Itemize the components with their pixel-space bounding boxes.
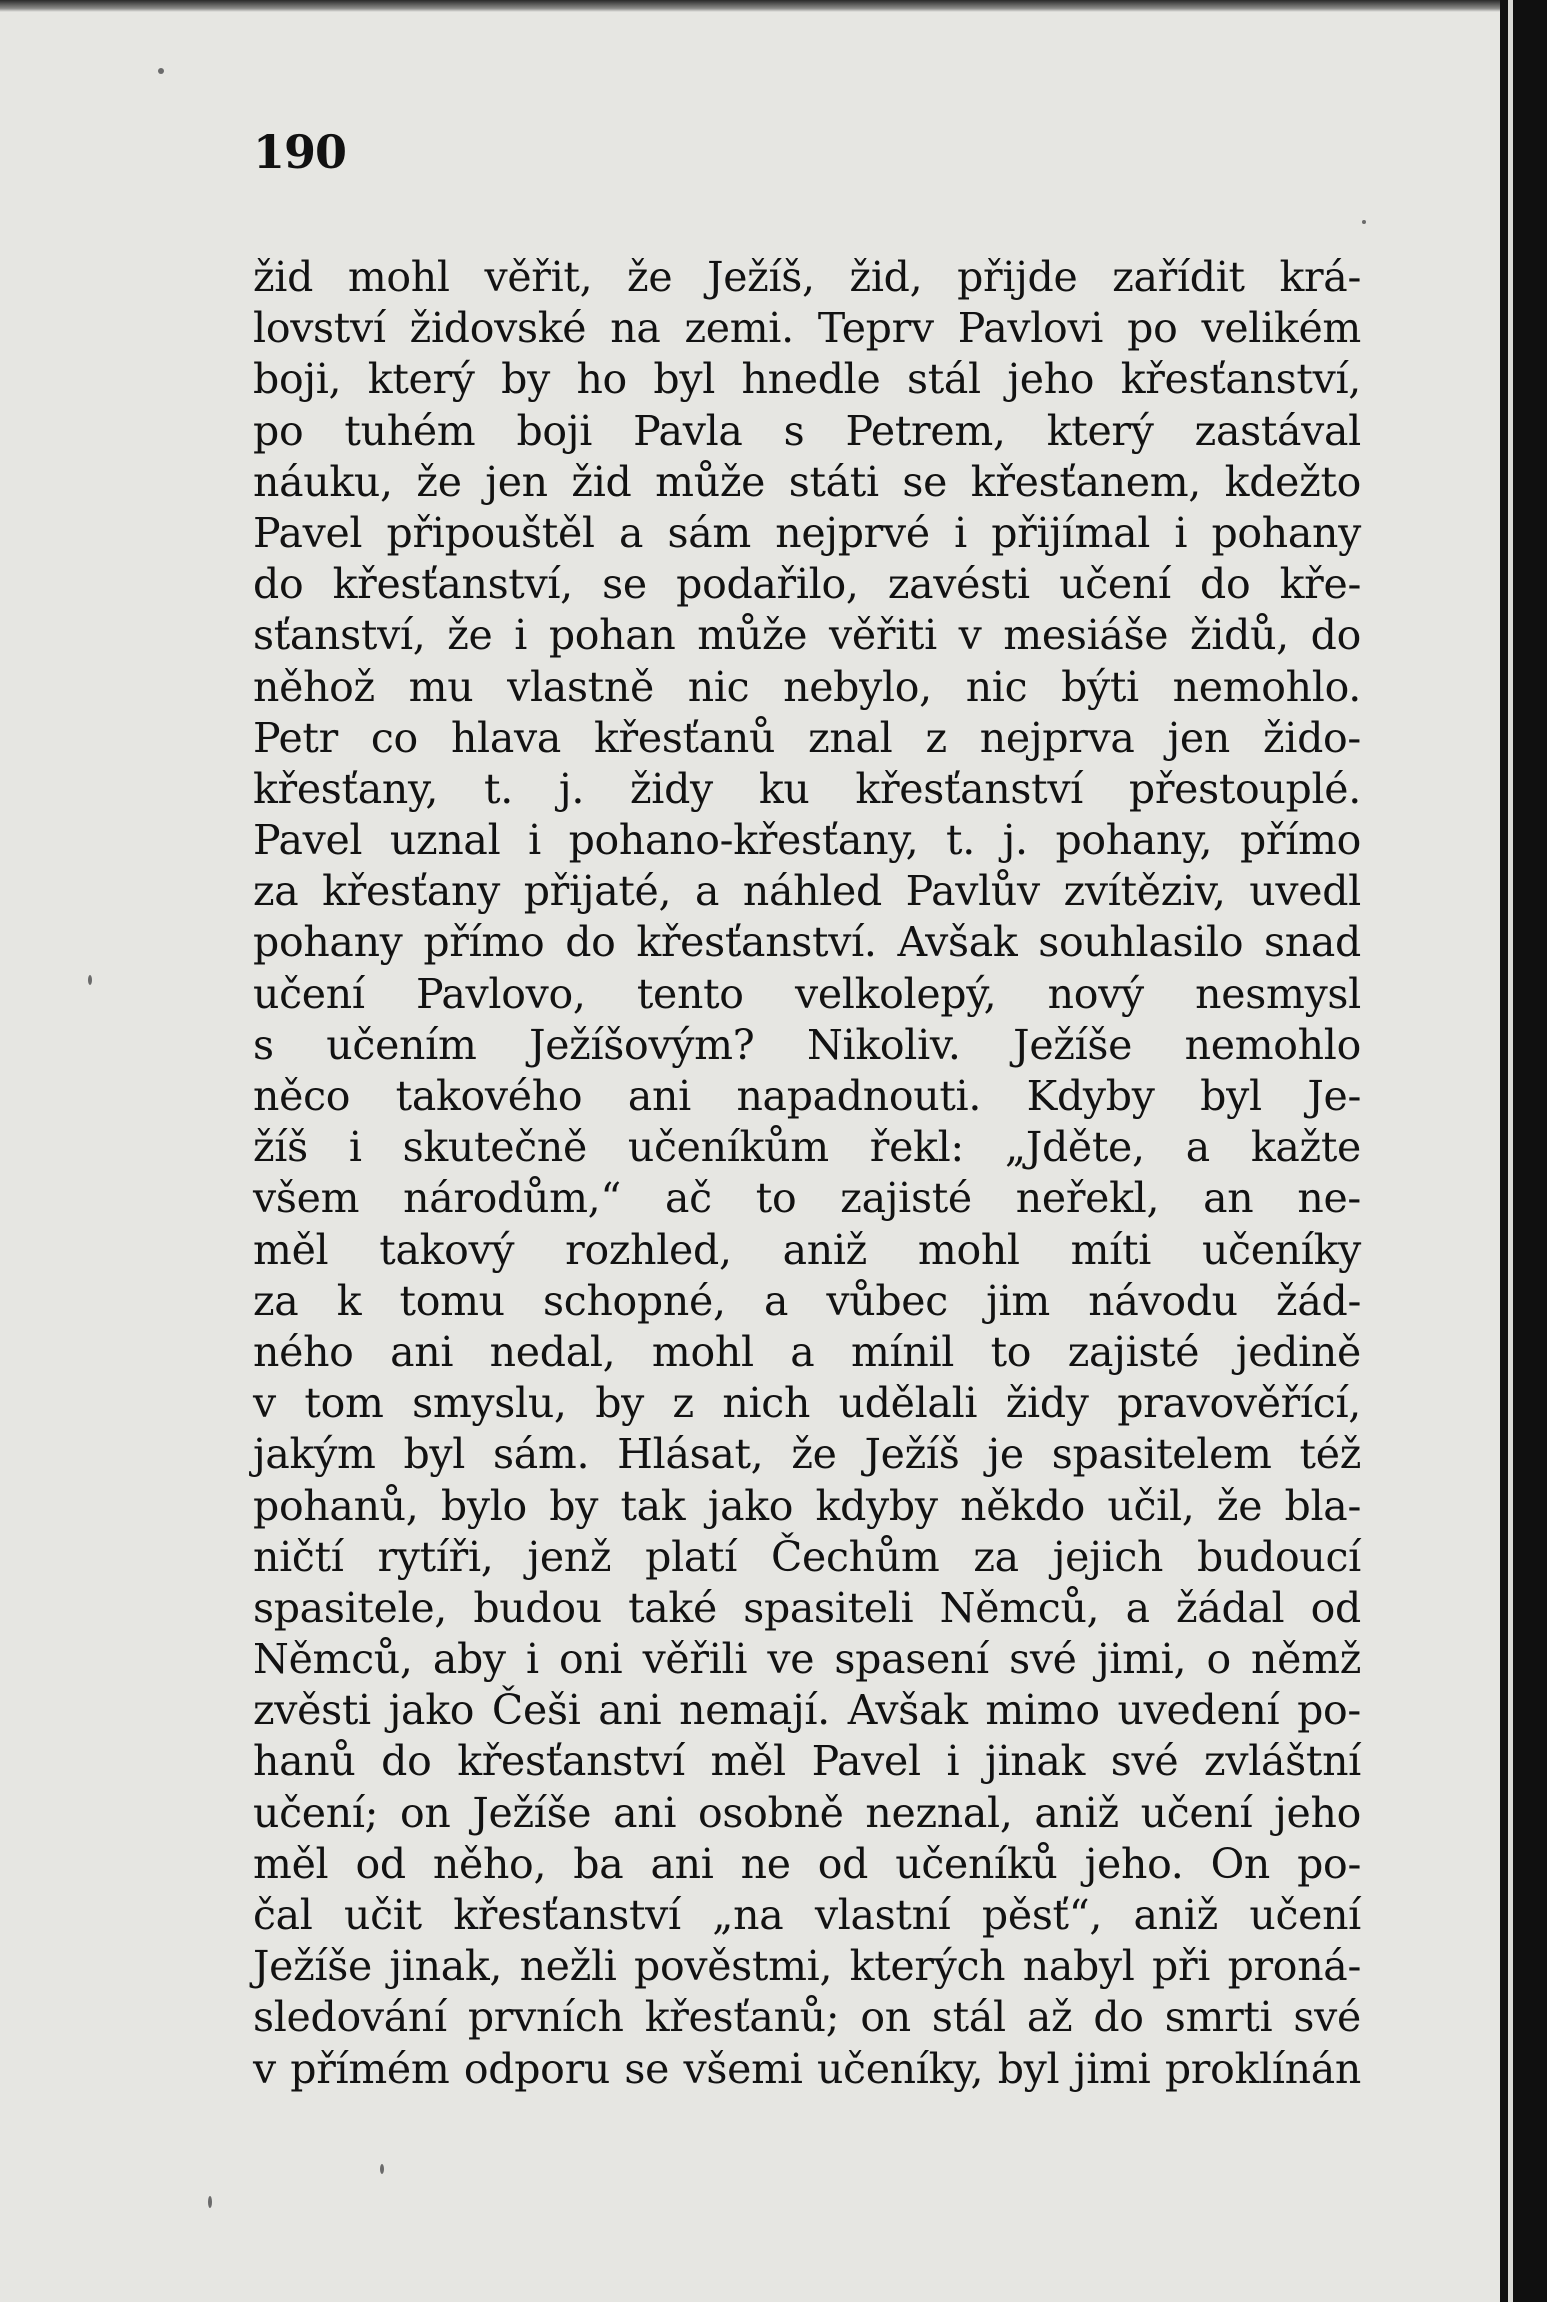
text-line: čal učit křesťanství „na vlastní pěsť“, aniž učení [253,1891,1361,1939]
text-line: boji, který by ho byl hnedle stál jeho křesťanství, [253,355,1361,404]
text-line: pohany přímo do křesťanství. Avšak souhlasilo snad [253,918,1361,967]
text-line: lovství židovské na zemi. Teprv Pavlovi po velikém [253,304,1361,353]
text-line: žíš i skutečně učeníkům řekl: „Jděte, a kažte [253,1123,1361,1172]
text-line: zvěsti jako Češi ani nemají. Avšak mimo uvedení po- [253,1686,1361,1735]
body-text [253,252,1361,2095]
text-line: Pavel připouštěl a sám nejprvé i přijímal i pohany [253,508,1361,557]
print-speck [158,68,164,74]
text-line: v tom smyslu, by z nich udělali židy pravověřící, [253,1379,1361,1428]
text-line: Pavel uznal i pohano-křesťany, t. j. pohany, přímo [253,816,1361,865]
text-line: v přímém odporu se všemi učeníky, byl jimi proklínán [253,2044,1361,2093]
text-line: ničtí rytíři, jenž platí Čechům za jejich budoucí [253,1532,1361,1581]
text-line: náuku, že jen žid může státi se křesťanem, kdežto [253,457,1361,506]
text-line: Ježíše jinak, nežli pověstmi, kterých nabyl při proná- [253,1942,1361,1991]
text-line: něco takového ani napadnouti. Kdyby byl Je- [253,1072,1361,1120]
text-line: s učením Ježíšovým? Nikoliv. Ježíše nemohlo [253,1020,1361,1069]
text-line: jakým byl sám. Hlásat, že Ježíš je spasitelem též [253,1430,1361,1479]
text-line: učení Pavlovo, tento velkolepý, nový nesmysl [253,969,1361,1018]
text-line: všem národům,“ ač to zajisté neřekl, an ne- [253,1174,1361,1223]
text-line: Petr co hlava křesťanů znal z nejprva jen žido- [253,713,1361,762]
page-gutter-border [1500,0,1547,2302]
text-line: něhož mu vlastně nic nebylo, nic býti nemohlo. [253,662,1361,711]
text-line: měl takový rozhled, aniž mohl míti učeníky [253,1225,1361,1274]
text-line: pohanů, bylo by tak jako kdyby někdo učil, že bla- [253,1481,1361,1530]
text-line: spasitele, budou také spasiteli Němců, a žádal od [253,1583,1361,1632]
page-top-edge [0,0,1500,12]
text-line: žid mohl věřit, že Ježíš, žid, přijde zařídit krá- [253,253,1361,301]
text-line: učení; on Ježíše ani osobně neznal, aniž učení jeho [253,1788,1361,1837]
text-line: měl od něho, ba ani ne od učeníků jeho. On po- [253,1839,1361,1888]
print-speck [208,2196,212,2208]
text-line: ného ani nedal, mohl a mínil to zajisté jedině [253,1327,1361,1376]
print-speck [88,975,92,985]
text-line: za křesťany přijaté, a náhled Pavlův zvítěziv, uvedl [253,867,1361,916]
text-line: Němců, aby i oni věřili ve spasení své jimi, o němž [253,1635,1361,1684]
text-line: křesťany, t. j. židy ku křesťanství přestouplé. [253,764,1361,813]
text-line: sťanství, že i pohan může věřiti v mesiáše židů, do [253,611,1361,660]
print-speck [380,2164,384,2174]
text-line: po tuhém boji Pavla s Petrem, který zastával [253,406,1361,455]
text-line: za k tomu schopné, a vůbec jim návodu žád- [253,1276,1361,1325]
gutter-inner-strip [1508,0,1513,2302]
text-line: hanů do křesťanství měl Pavel i jinak své zvláštní [253,1737,1361,1786]
text-line: do křesťanství, se podařilo, zavésti učení do kře- [253,560,1361,609]
page-number: 190 [253,125,347,179]
print-speck [1362,220,1366,224]
text-line: sledování prvních křesťanů; on stál až do smrti své [253,1993,1361,2042]
